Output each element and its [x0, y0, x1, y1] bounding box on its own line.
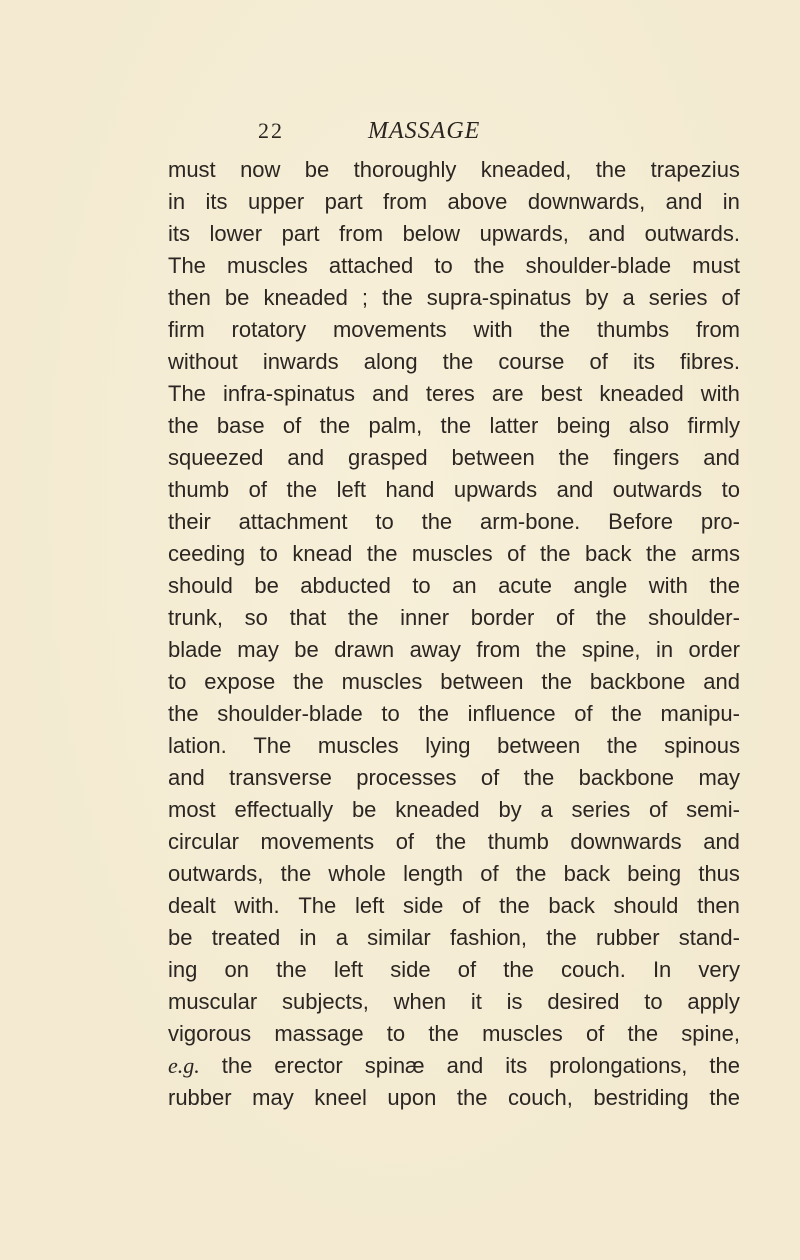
- text-line: in its upper part from above downwards, and in: [168, 189, 740, 214]
- running-head: [0, 118, 800, 148]
- text-line: dealt with. The left side of the back should then: [168, 893, 740, 918]
- text-line: the base of the palm, the latter being also firmly: [168, 413, 740, 438]
- running-title: MASSAGE: [368, 118, 481, 144]
- text-line: its lower part from below upwards, and outwards.: [168, 221, 740, 246]
- text-line: trunk, so that the inner border of the shoulder-: [168, 605, 740, 630]
- text-line: to expose the muscles between the backbone and: [168, 669, 740, 694]
- text-line: vigorous massage to the muscles of the spine,: [168, 1021, 740, 1046]
- text-line: without inwards along the course of its fibres.: [168, 349, 740, 374]
- text-line: should be abducted to an acute angle with the: [168, 573, 740, 598]
- text-line: ing on the left side of the couch. In very: [168, 957, 740, 982]
- text-line: firm rotatory movements with the thumbs from: [168, 317, 740, 342]
- text-line: blade may be drawn away from the spine, in order: [168, 637, 740, 662]
- text-line: The muscles attached to the shoulder-blade must: [168, 253, 740, 278]
- text-line: and transverse processes of the backbone may: [168, 765, 740, 790]
- page-number: 22: [258, 118, 284, 143]
- body-text: [168, 154, 740, 1114]
- text-line: rubber may kneel upon the couch, bestriding the: [168, 1085, 740, 1110]
- text-line: outwards, the whole length of the back being thus: [168, 861, 740, 886]
- text-line: must now be thoroughly kneaded, the trapezius: [168, 157, 740, 182]
- text-line: squeezed and grasped between the fingers and: [168, 445, 740, 470]
- text-line: be treated in a similar fashion, the rubber stand-: [168, 925, 740, 950]
- text-line: ceeding to knead the muscles of the back the arms: [168, 541, 740, 566]
- text-line: their attachment to the arm-bone. Before pro-: [168, 509, 740, 534]
- text-line: thumb of the left hand upwards and outwards to: [168, 477, 740, 502]
- text-line: lation. The muscles lying between the spinous: [168, 733, 740, 758]
- text-line: circular movements of the thumb downwards and: [168, 829, 740, 854]
- text-line: muscular subjects, when it is desired to apply: [168, 989, 740, 1014]
- text-line: e.g. the erector spinæ and its prolongations, the: [168, 1053, 740, 1078]
- text-line: The infra-spinatus and teres are best kneaded with: [168, 381, 740, 406]
- text-line: the shoulder-blade to the influence of the manipu-: [168, 701, 740, 726]
- text-line: then be kneaded ; the supra-spinatus by a series of: [168, 285, 740, 310]
- text-line: most effectually be kneaded by a series of semi-: [168, 797, 740, 822]
